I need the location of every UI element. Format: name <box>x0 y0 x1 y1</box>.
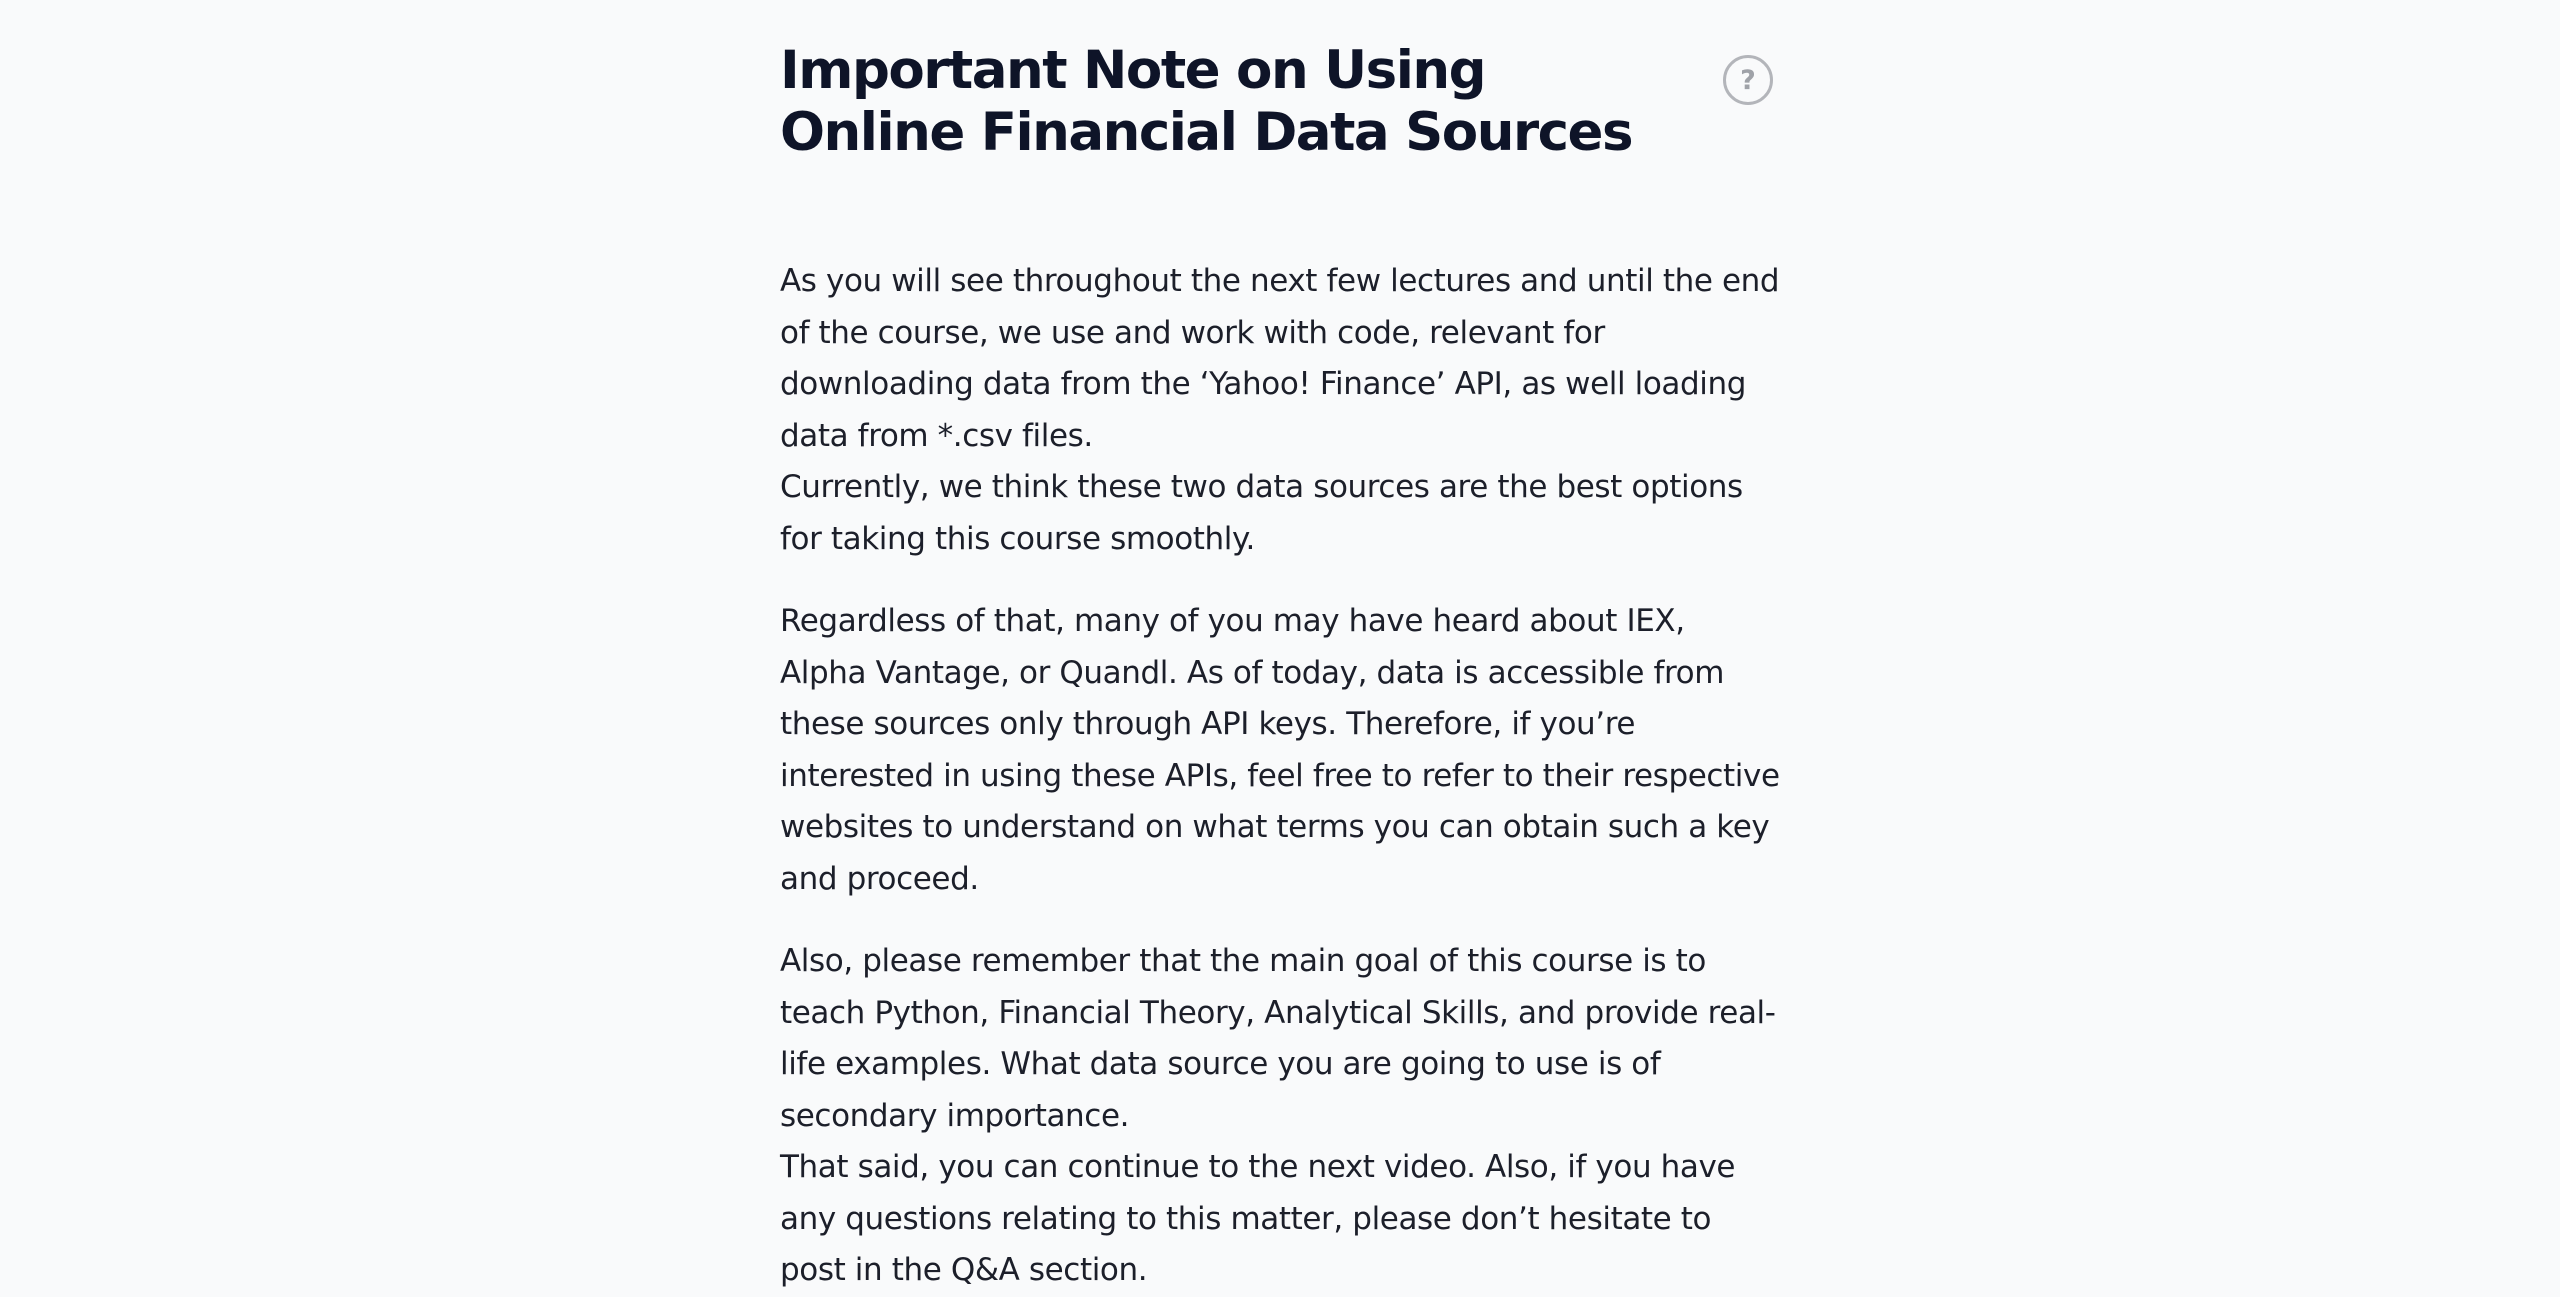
paragraph-1: As you will see throughout the next few lectures and until the end of the course, we use and work with code, relevant for downloading data from the ‘Yahoo! Finance’ API, as well loading data from *.csv files. <box>780 263 1780 454</box>
article-body <box>780 256 1780 1297</box>
paragraph-5: That said, you can continue to the next video. Also, if you have any questions relating to this matter, please don’t hesitate to post in the Q&A section. <box>780 1149 1736 1288</box>
page-title: Important Note on Using Online Financial Data Sources <box>780 40 1632 163</box>
paragraph-2: Currently, we think these two data sources are the best options for taking this course smoothly. <box>780 469 1743 557</box>
question-circle-icon: ? <box>1740 64 1756 96</box>
paragraph-3: Regardless of that, many of you may have heard about IEX, Alpha Vantage, or Quandl. As of today, data is accessible from these sources only through API keys. Therefore, if you’re interested in using these APIs, feel free to refer to their respective websites to understand on what terms you can obtain such a key and proceed. <box>780 603 1780 897</box>
paragraph-4: Also, please remember that the main goal of this course is to teach Python, Financial Theory, Analytical Skills, and provide real-life examples. What data source you are going to use is of secondary importance. <box>780 943 1776 1134</box>
help-button[interactable] <box>1723 55 1773 105</box>
article <box>780 40 1780 1297</box>
